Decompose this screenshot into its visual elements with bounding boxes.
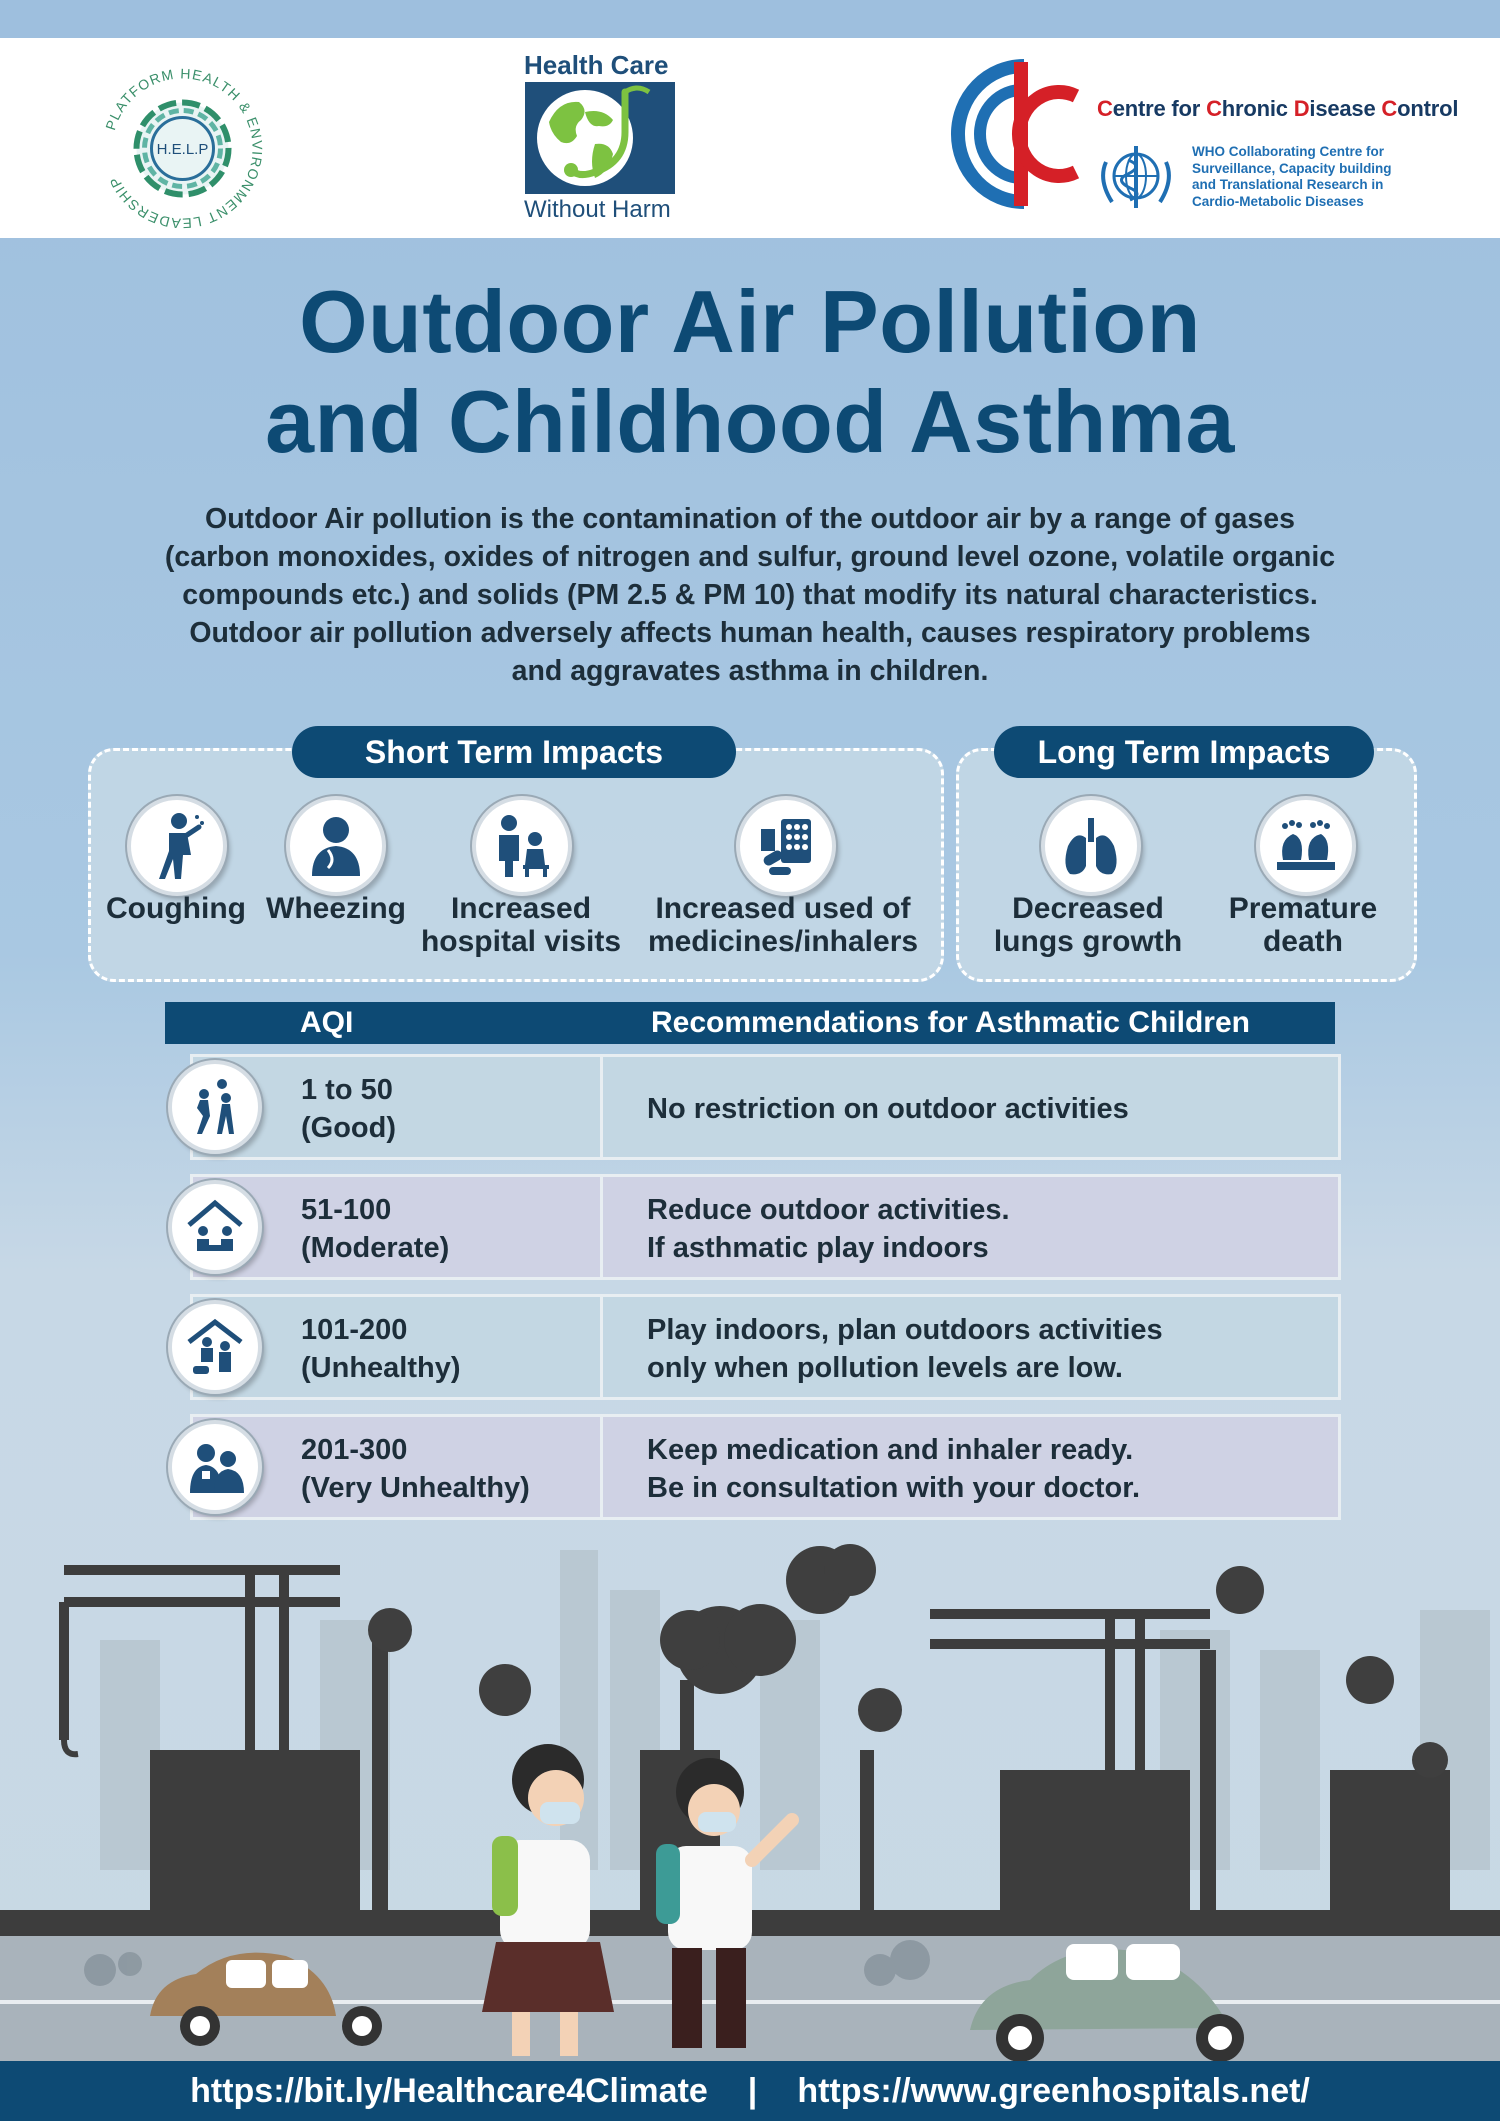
row-divider [600,1057,603,1157]
intro-line: (carbon monoxides, oxides of nitrogen and sulfur, ground level ozone, volatile organic [164,541,1336,573]
impact-label-hospital-1: Increased [450,892,592,925]
row-divider [600,1417,603,1517]
aqi-value: 201-300 (Very Unhealthy) [301,1434,530,1504]
who-emblem-icon [1094,142,1178,214]
footer-separator: | [747,2072,758,2110]
impact-label-coughing: Coughing [106,892,246,925]
help-ring-text: PLATFORM HEALTH & ENVIRONMENT LEADERSHIP [102,66,265,231]
long-term-heading: Long Term Impacts [994,726,1374,778]
play-indoors-icon [168,1300,262,1394]
intro-paragraph [90,500,1410,690]
doctor-consultation-icon [168,1420,262,1514]
who-collaborating-text: WHO Collaborating Centre for Surveillance, Capacity building and Translational Research in Cardio-Metabolic Diseases [1192,144,1392,209]
ccdc-logo-mark [940,56,1086,212]
footer-link-greenhospitals[interactable]: https://www.greenhospitals.net/ [797,2072,1310,2110]
coughing-person-icon [127,796,227,896]
ccdc-name: Centre for Chronic Disease Control [1097,96,1459,121]
hcwh-bottom-text: Without Harm [524,196,671,223]
recommendation-text: Keep medication and inhaler ready. Be in consultation with your doctor. [647,1434,1141,1504]
impact-label-lungs-2: lungs growth [993,925,1183,958]
intro-line: compounds etc.) and solids (PM 2.5 & PM 10) that modify its natural characteristics. [182,579,1318,611]
wheezing-person-icon [286,796,386,896]
indoor-play-icon [168,1180,262,1274]
hcwh-logo [520,50,680,230]
intro-line: Outdoor Air pollution is the contamination of the outdoor air by a range of gases [205,503,1295,535]
impact-label-wheezing: Wheezing [266,892,406,925]
premature-death-icon [1256,796,1356,896]
footer-link-healthcare4climate[interactable]: https://bit.ly/Healthcare4Climate [190,2072,708,2110]
title-line-2: and Childhood Asthma [265,372,1235,471]
table-row [190,1174,1341,1280]
title-line-1: Outdoor Air Pollution [299,272,1201,371]
lungs-icon [1041,796,1141,896]
outdoor-play-icon [168,1060,262,1154]
table-row [190,1294,1341,1400]
aqi-value: 1 to 50 (Good) [301,1074,397,1144]
row-divider [600,1177,603,1277]
help-center-text: H.E.L.P [156,141,209,158]
hcwh-top-text: Health Care [524,50,669,80]
page-title [0,272,1500,472]
impact-label-death-2: death [1262,925,1343,958]
table-row [190,1054,1341,1160]
help-logo [100,66,265,231]
intro-line: Outdoor air pollution adversely affects human health, causes respiratory problems [189,617,1311,649]
short-term-heading: Short Term Impacts [292,726,736,778]
recommendation-text: Play indoors, plan outdoors activities only when pollution levels are low. [647,1314,1163,1384]
impact-label-death-1: Premature [1228,892,1378,925]
impact-label-hospital-2: hospital visits [420,925,622,958]
globe-stethoscope-icon [525,82,675,194]
footer-links [0,2061,1500,2121]
row-divider [600,1297,603,1397]
top-color-strip [0,0,1500,38]
recommendation-text: No restriction on outdoor activities [647,1093,1129,1125]
header-recommendation: Recommendations for Asthmatic Children [651,1006,1250,1039]
intro-line: and aggravates asthma in children. [511,655,989,687]
aqi-value: 51-100 (Moderate) [301,1194,450,1264]
aqi-table-header [165,1002,1335,1044]
city-pollution-illustration [0,1530,1500,2085]
impact-label-medicines-2: medicines/inhalers [647,925,919,958]
table-row [190,1414,1341,1520]
impact-label-lungs-1: Decreased [1012,892,1164,925]
impact-label-medicines-1: Increased used of [655,892,911,925]
recommendation-text: Reduce outdoor activities. If asthmatic play indoors [647,1194,1010,1264]
medicines-inhaler-icon [736,796,836,896]
aqi-value: 101-200 (Unhealthy) [301,1314,461,1384]
hospital-visit-icon [472,796,572,896]
header-aqi: AQI [300,1006,354,1039]
